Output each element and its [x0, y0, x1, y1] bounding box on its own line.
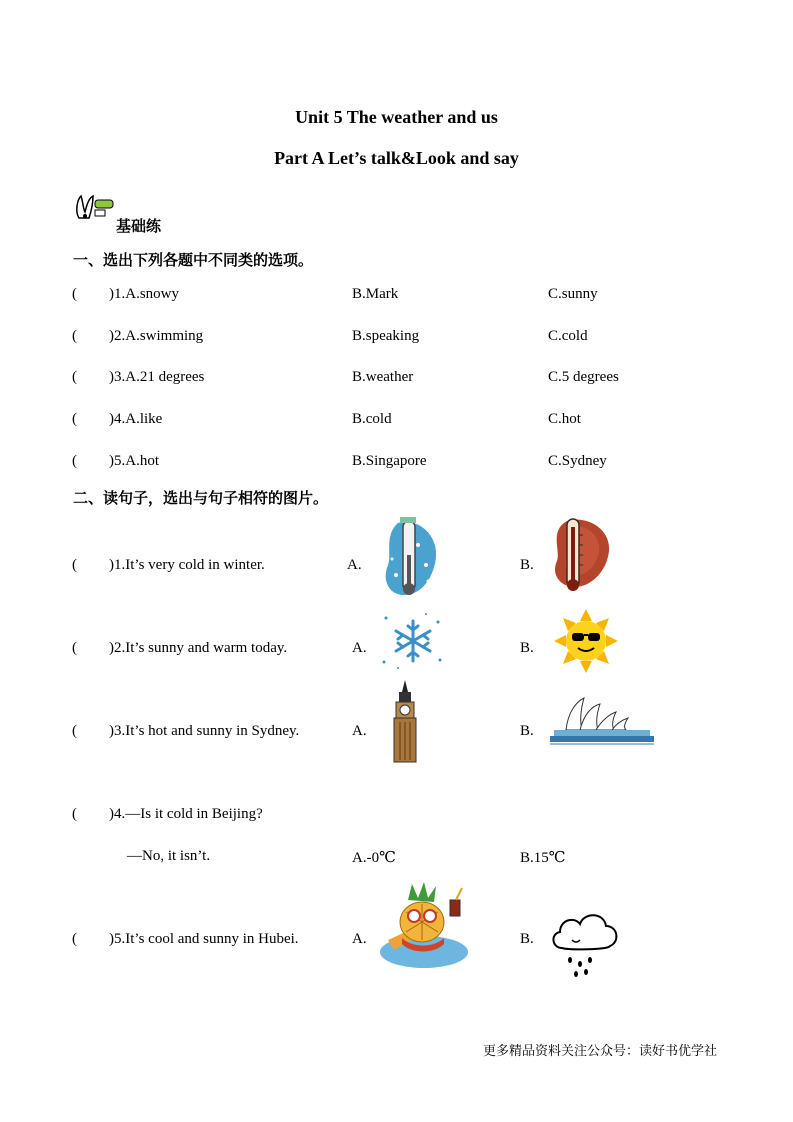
- rain-cloud-icon[interactable]: [548, 906, 624, 978]
- option-b-label: B.15℃: [520, 850, 566, 866]
- option-b-label: B.: [520, 723, 534, 739]
- big-ben-icon[interactable]: [390, 680, 420, 764]
- option-a: )5.A.hot: [109, 453, 159, 469]
- option-b: B.Mark: [352, 286, 399, 302]
- option-a: )1.A.snowy: [109, 286, 179, 302]
- answer-paren[interactable]: (: [72, 806, 77, 822]
- answer-paren[interactable]: (: [72, 328, 77, 344]
- option-b: B.weather: [352, 369, 414, 385]
- question-text: )3.It’s hot and sunny in Sydney.: [109, 723, 300, 739]
- option-c: C.sunny: [548, 286, 598, 302]
- option-c: C.5 degrees: [548, 369, 619, 385]
- question-text: )5.It’s cool and sunny in Hubei.: [109, 931, 299, 947]
- sun-with-sunglasses-icon[interactable]: [552, 608, 620, 674]
- hot-thermometer-icon[interactable]: [545, 515, 613, 593]
- answer-paren[interactable]: (: [72, 931, 77, 947]
- question-text: )2.It’s sunny and warm today.: [109, 640, 288, 656]
- option-a-label: A.-0℃: [352, 850, 396, 866]
- answer-paren[interactable]: (: [72, 723, 77, 739]
- option-a-label: A.: [352, 723, 367, 739]
- answer-paren[interactable]: (: [72, 369, 77, 385]
- option-b: B.Singapore: [352, 453, 427, 469]
- pineapple-beach-icon[interactable]: [378, 880, 472, 970]
- option-a: )2.A.swimming: [109, 328, 204, 344]
- option-b: B.speaking: [352, 328, 420, 344]
- sydney-opera-house-icon[interactable]: [550, 696, 654, 748]
- option-b-label: B.: [520, 931, 534, 947]
- answer-paren[interactable]: (: [72, 453, 77, 469]
- option-a: )4.A.like: [109, 411, 163, 427]
- question-text: )1.It’s very cold in winter.: [109, 557, 265, 573]
- option-a-label: A.: [347, 557, 362, 573]
- option-a-label: A.: [352, 640, 367, 656]
- option-b-label: B.: [520, 640, 534, 656]
- section1-heading: 一、选出下列各题中不同类的选项。: [73, 251, 314, 269]
- answer-paren[interactable]: (: [72, 286, 77, 302]
- option-a-label: A.: [352, 931, 367, 947]
- page-subtitle: Part A Let’s talk&Look and say: [274, 148, 519, 168]
- answer-paren[interactable]: (: [72, 411, 77, 427]
- answer-paren[interactable]: (: [72, 557, 77, 573]
- option-b: B.cold: [352, 411, 392, 427]
- footer-note: 更多精品资料关注公众号：读好书优学社: [483, 1044, 718, 1059]
- snowflake-icon[interactable]: [378, 610, 448, 672]
- rabbit-pencil-icon: [73, 192, 115, 224]
- answer-paren[interactable]: (: [72, 640, 77, 656]
- question-answer-line: —No, it isn’t.: [127, 848, 211, 864]
- question-text: )4.—Is it cold in Beijing?: [109, 806, 263, 822]
- option-b-label: B.: [520, 557, 534, 573]
- option-c: C.Sydney: [548, 453, 607, 469]
- cold-thermometer-icon[interactable]: [378, 515, 440, 599]
- level-label: 基础练: [116, 217, 162, 235]
- page-title: Unit 5 The weather and us: [295, 107, 498, 127]
- section2-heading: 二、读句子，选出与句子相符的图片。: [73, 489, 329, 507]
- option-a: )3.A.21 degrees: [109, 369, 205, 385]
- option-c: C.cold: [548, 328, 588, 344]
- option-c: C.hot: [548, 411, 581, 427]
